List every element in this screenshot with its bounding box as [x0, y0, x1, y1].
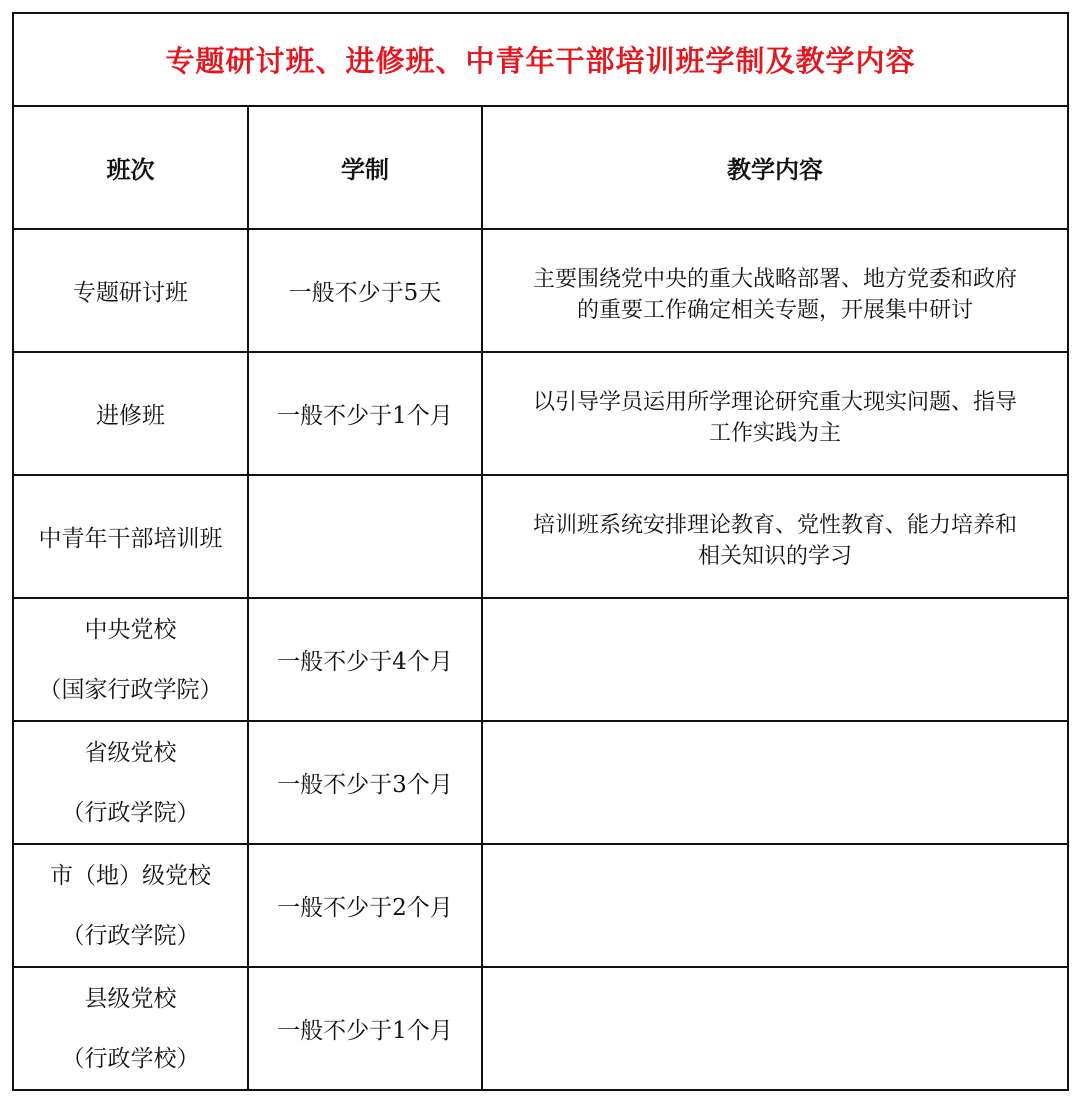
- header-class-type: 班次: [13, 106, 248, 229]
- duration-cell: 一般不少于4个月: [248, 598, 482, 721]
- school-name: 中央党校: [84, 616, 177, 643]
- duration-cell: 一般不少于5天: [248, 229, 482, 352]
- school-cell: [13, 844, 248, 967]
- training-table-sheet: [12, 12, 1067, 1089]
- school-subname: （行政学院）: [61, 799, 200, 826]
- content-cell: [482, 352, 1068, 475]
- empty-content-cell: [482, 598, 1068, 721]
- table-row: [13, 967, 1068, 1090]
- content-line: 的重要工作确定相关专题，开展集中研讨: [576, 298, 973, 323]
- training-table: [12, 12, 1069, 1091]
- content-line: 主要围绕党中央的重大战略部署、地方党委和政府: [532, 267, 1017, 292]
- duration-cell: 一般不少于3个月: [248, 721, 482, 844]
- header-content: 教学内容: [482, 106, 1068, 229]
- duration-cell: [248, 475, 482, 598]
- content-line: 相关知识的学习: [697, 544, 852, 569]
- table-row: [13, 721, 1068, 844]
- content-line: 工作实践为主: [708, 421, 841, 446]
- title-row: [13, 13, 1068, 106]
- duration-cell: 一般不少于1个月: [248, 352, 482, 475]
- table-row: [13, 352, 1068, 475]
- content-line: 以引导学员运用所学理论研究重大现实问题、指导: [532, 390, 1017, 415]
- table-row: [13, 844, 1068, 967]
- class-type-cell: 进修班: [13, 352, 248, 475]
- school-name: 县级党校: [84, 985, 177, 1012]
- empty-content-cell: [482, 967, 1068, 1090]
- table-row: [13, 475, 1068, 598]
- content-line: 培训班系统安排理论教育、党性教育、能力培养和: [532, 513, 1017, 538]
- school-subname: （国家行政学院）: [38, 676, 223, 703]
- content-cell: [482, 229, 1068, 352]
- class-type-cell: 中青年干部培训班: [13, 475, 248, 598]
- empty-content-cell: [482, 844, 1068, 967]
- table-title: 专题研讨班、进修班、中青年干部培训班学制及教学内容: [13, 13, 1068, 106]
- school-subname: （行政学校）: [61, 1045, 200, 1072]
- school-cell: [13, 967, 248, 1090]
- school-cell: [13, 598, 248, 721]
- school-subname: （行政学院）: [61, 922, 200, 949]
- class-type-cell: 专题研讨班: [13, 229, 248, 352]
- header-row: [13, 106, 1068, 229]
- header-duration: 学制: [248, 106, 482, 229]
- empty-content-cell: [482, 721, 1068, 844]
- content-cell: [482, 475, 1068, 598]
- school-name: 市（地）级党校: [50, 862, 211, 889]
- school-name: 省级党校: [84, 739, 177, 766]
- duration-cell: 一般不少于2个月: [248, 844, 482, 967]
- table-row: [13, 229, 1068, 352]
- table-row: [13, 598, 1068, 721]
- duration-cell: 一般不少于1个月: [248, 967, 482, 1090]
- school-cell: [13, 721, 248, 844]
